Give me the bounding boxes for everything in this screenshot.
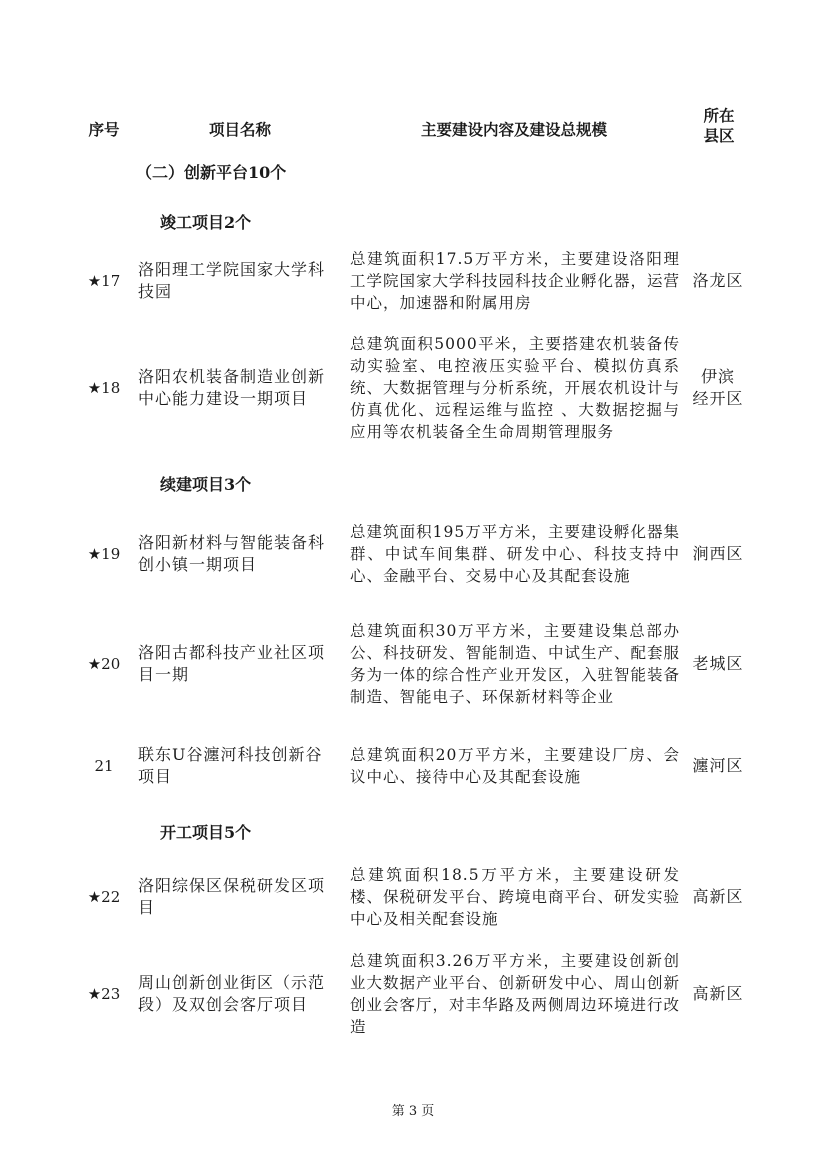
row-content: 总建筑面积20万平方米，主要建设厂房、会议中心、接待中心及其配套设施: [350, 746, 680, 786]
group-started: 开工项目5个: [160, 823, 252, 842]
row-content: 总建筑面积17.5万平方米，主要建设洛阳理工学院国家大学科技园科技企业孵化器，运营中心，加速器和附属用房: [350, 250, 681, 312]
row-seq: ★19: [87, 545, 121, 563]
row-content: 总建筑面积195万平方米，主要建设孵化器集群、中试车间集群、研发中心、科技支持中心、金融平台、交易中心及其配套设施: [350, 523, 680, 585]
row-name: 联东U谷瀍河科技创新谷项目: [138, 745, 323, 786]
row-seq: ★20: [87, 655, 121, 673]
row-name: 洛阳农机装备制造业创新中心能力建设一期项目: [138, 367, 326, 408]
header-content: 主要建设内容及建设总规模: [420, 120, 607, 139]
section-title: （二）创新平台10个: [136, 163, 287, 182]
row-content: 总建筑面积18.5万平方米，主要建设研发楼、保税研发平台、跨境电商平台、研发实验中心及相关配套设施: [350, 866, 681, 928]
row-county: 瀍河区: [692, 756, 744, 775]
row-name: 洛阳综保区保税研发区项目: [138, 876, 326, 917]
row-name: 洛阳古都科技产业社区项目一期: [138, 643, 326, 684]
row-county: 高新区: [692, 887, 744, 906]
row-seq: ★22: [87, 888, 121, 906]
header-seq: 序号: [88, 120, 120, 139]
row-name: 周山创新创业街区（示范段）及双创会客厅项目: [138, 973, 326, 1014]
header-name: 项目名称: [208, 120, 271, 139]
row-county: 涧西区: [692, 544, 744, 563]
row-seq: ★23: [87, 985, 121, 1003]
group-completed: 竣工项目2个: [160, 213, 252, 232]
row-county: 老城区: [692, 654, 744, 673]
row-seq: 21: [94, 757, 114, 775]
row-county: 伊滨 经开区: [692, 367, 744, 408]
row-seq: ★18: [87, 379, 121, 397]
row-content: 总建筑面积3.26万平方米，主要建设创新创业大数据产业平台、创新研发中心、周山创新创业会客厅，对丰华路及两侧周边环境进行改造: [350, 952, 681, 1036]
row-county: 洛龙区: [692, 271, 744, 290]
header-county: 所在 县区: [703, 106, 735, 145]
row-seq: ★17: [87, 272, 121, 290]
row-content: 总建筑面积30万平方米，主要建设集总部办公、科技研发、智能制造、中试生产、配套服务为一体的综合性产业开发区，入驻智能装备制造、智能电子、环保新材料等企业: [350, 622, 681, 706]
row-name: 洛阳新材料与智能装备科创小镇一期项目: [138, 533, 326, 574]
row-county: 高新区: [692, 984, 744, 1003]
group-continued: 续建项目3个: [160, 475, 252, 494]
row-name: 洛阳理工学院国家大学科技园: [138, 260, 326, 301]
row-content: 总建筑面积5000平米，主要搭建农机装备传动实验室、电控液压实验平台、模拟仿真系统、大数据管理与分析系统，开展农机设计与仿真优化、远程运维与监控 、大数据挖掘与应用等农机装备全生命周期管理服务: [350, 335, 681, 441]
page-number: 第 3 页: [391, 1104, 435, 1119]
